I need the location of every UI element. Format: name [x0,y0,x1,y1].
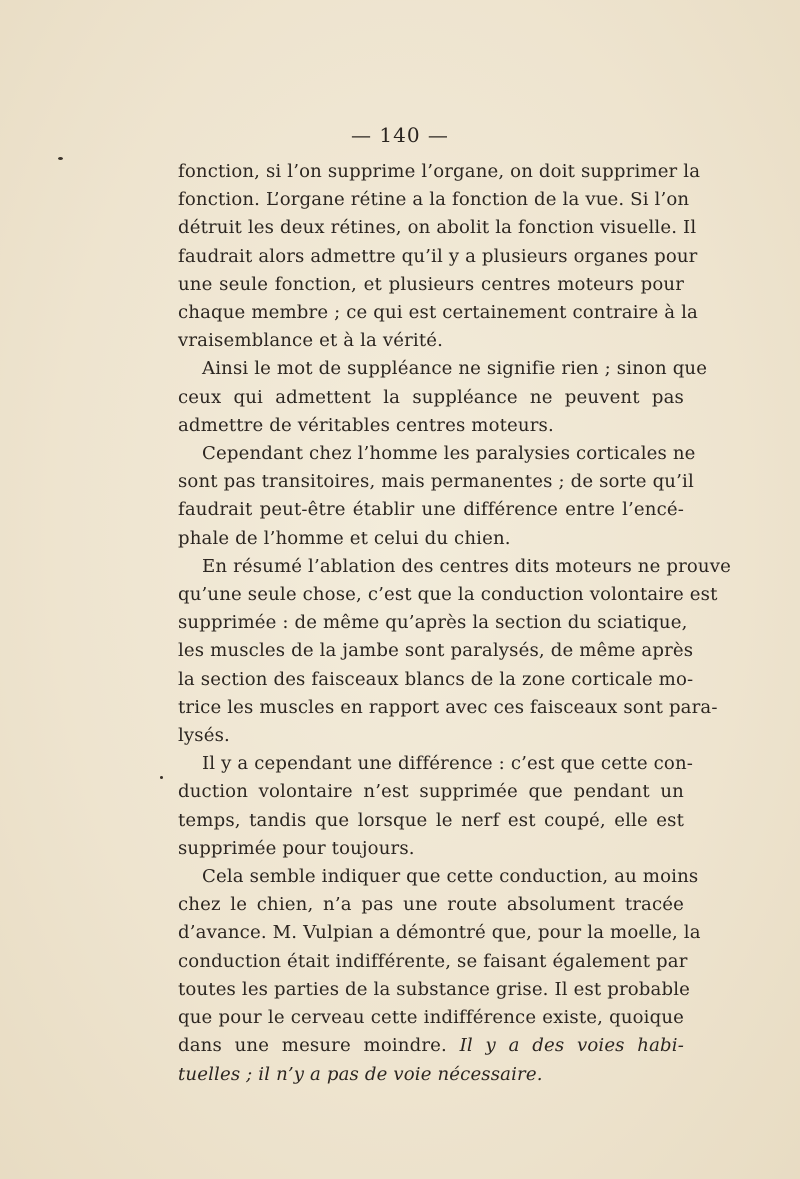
text-line: d’avance. M. Vulpian a démontré que, pour la moelle, la [178,922,701,944]
text-line: une seule fonction, et plusieurs centres moteurs pour [178,273,684,295]
text-line: la section des faisceaux blancs de la zone corticale mo- [178,668,694,690]
text-line: Ainsi le mot de suppléance ne signifie rien ; sinon que [202,358,708,380]
text-line: supprimée pour toujours. [178,837,415,859]
text-line: admettre de véritables centres moteurs. [178,414,554,436]
text-line: détruit les deux rétines, on abolit la fonction visuelle. Il [178,217,697,239]
text-line: lysés. [178,725,230,747]
text-line: supprimée : de même qu’après la section du sciatique, [178,612,688,634]
text-line-italic: tuelles ; il n’y a pas de voie nécessaire. [178,1063,543,1085]
text-line: En résumé l’ablation des centres dits moteurs ne prouve [202,555,731,577]
text-line: Cependant chez l’homme les paralysies corticales ne [202,443,696,465]
text-line: fonction. L’organe rétine a la fonction de la vue. Si l’on [178,189,690,211]
text-line: vraisemblance et à la vérité. [178,330,444,352]
text-line: Cela semble indiquer que cette conduction, au moins [202,866,699,888]
text-line: trice les muscles en rapport avec ces faisceaux sont para- [178,696,718,718]
text-line: fonction, si l’on supprime l’organe, on doit supprimer la [178,161,701,182]
text-line: temps, tandis que lorsque le nerf est coupé, elle est [178,809,684,831]
text-line: ceux qui admettent la suppléance ne peuvent pas [178,386,684,408]
text-run-roman: dans une mesure moindre. [178,1035,447,1057]
text-line: qu’une seule chose, c’est que la conduction volontaire est [178,584,718,606]
page-number: — 140 — [351,123,449,147]
text-line: phale de l’homme et celui du chien. [178,527,511,549]
text-line: les muscles de la jambe sont paralysés, de même après [178,640,694,662]
text-line: faudrait alors admettre qu’il y a plusieurs organes pour [178,245,698,267]
text-line: faudrait peut-être établir une différence entre l’encé- [178,499,684,521]
text-line: toutes les parties de la substance grise. Il est probable [178,978,691,1000]
text-line: chez le chien, n’a pas une route absolument tracée [178,894,684,916]
text-line: Il y a cependant une différence : c’est que cette con- [202,753,694,775]
body-text [178,158,731,1089]
text-line: que pour le cerveau cette indifférence existe, quoique [178,1007,684,1029]
text-line: conduction était indifférente, se faisant également par [178,950,688,972]
text-line-mixed [178,1032,684,1060]
text-line: sont pas transitoires, mais permanentes ; de sorte qu’il [178,471,694,493]
text-line: chaque membre ; ce qui est certainement contraire à la [178,302,698,324]
text-run-italic: Il y a des voies habi- [459,1035,684,1057]
ink-speck [160,776,163,779]
text-line: duction volontaire n’est supprimée que pendant un [178,781,684,803]
ink-speck [58,157,63,160]
